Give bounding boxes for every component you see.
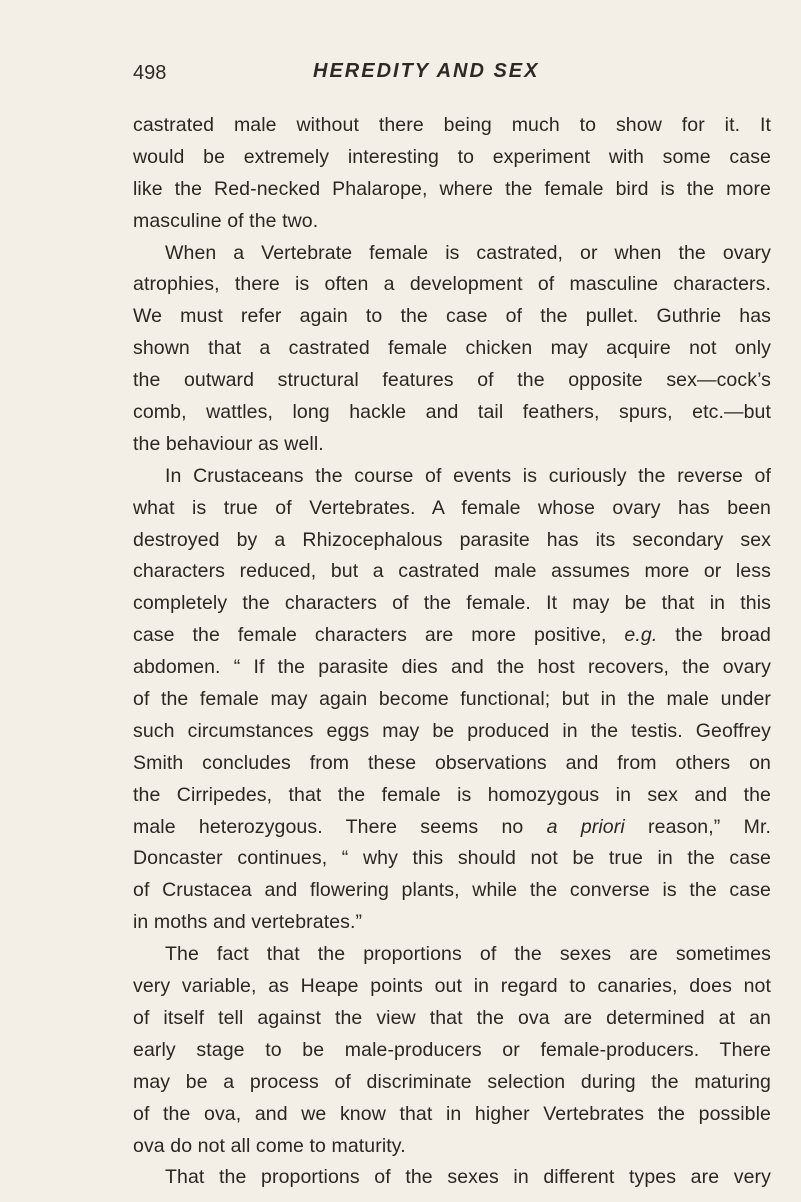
text-line-segment: case the female characters are more positive, xyxy=(133,624,625,647)
text-line: the outward structural features of the opposite sex—cock’s xyxy=(133,369,771,392)
text-line: abdomen. “ If the parasite dies and the host recovers, the ovary xyxy=(133,656,771,679)
page-number: 498 xyxy=(133,62,167,84)
text-line: The fact that the proportions of the sexes are sometimes xyxy=(165,943,771,966)
text-line: would be extremely interesting to experiment with some case xyxy=(133,145,771,168)
text-line: early stage to be male-producers or female-producers. There xyxy=(133,1038,771,1061)
text-line: may be a process of discriminate selection during the maturing xyxy=(133,1070,771,1093)
text-line: ova do not all come to maturity. xyxy=(133,1134,406,1157)
text-line: In Crustaceans the course of events is curiously the reverse of xyxy=(165,464,771,487)
text-line: We must refer again to the case of the pullet. Guthrie has xyxy=(133,305,771,328)
italic-phrase: e.g. xyxy=(624,624,658,647)
text-line: characters reduced, but a castrated male assumes more or less xyxy=(133,560,771,583)
text-line: That the proportions of the sexes in different types are very xyxy=(165,1166,771,1189)
italic-phrase: a priori xyxy=(546,815,625,838)
running-title: HEREDITY AND SEX xyxy=(313,60,540,82)
text-line xyxy=(133,620,771,652)
text-line: very variable, as Heape points out in regard to canaries, does not xyxy=(133,975,771,998)
text-line: Smith concludes from these observations and from others on xyxy=(133,751,771,774)
text-line: what is true of Vertebrates. A female whose ovary has been xyxy=(133,496,771,519)
text-line: of itself tell against the view that the ova are determined at an xyxy=(133,1006,771,1029)
text-line: shown that a castrated female chicken may acquire not only xyxy=(133,337,771,360)
text-line: in moths and vertebrates.” xyxy=(133,911,363,934)
text-line xyxy=(133,812,771,844)
text-line-segment: reason,” Mr. xyxy=(624,815,771,838)
text-line: of the female may again become functional; but in the male under xyxy=(133,688,771,711)
text-line: such circumstances eggs may be produced in the testis. Geoffrey xyxy=(133,719,771,742)
text-line: castrated male without there being much to show for it. It xyxy=(133,114,771,136)
text-line-segment: male heterozygous. There seems no xyxy=(133,815,547,838)
text-line: of Crustacea and flowering plants, while the converse is the case xyxy=(133,879,771,902)
text-line: the behaviour as well. xyxy=(133,432,324,455)
body-text xyxy=(133,110,771,1194)
running-head xyxy=(133,56,773,90)
text-line-segment: the broad xyxy=(657,624,771,647)
text-line: the Cirripedes, that the female is homozygous in sex and the xyxy=(133,783,771,806)
text-line: like the Red-necked Phalarope, where the female bird is the more xyxy=(133,177,771,200)
text-line: of the ova, and we know that in higher Vertebrates the possible xyxy=(133,1102,771,1125)
text-line: atrophies, there is often a development of masculine characters. xyxy=(133,273,771,296)
text-line: Doncaster continues, “ why this should not be true in the case xyxy=(133,847,771,870)
text-line: destroyed by a Rhizocephalous parasite has its secondary sex xyxy=(133,528,771,551)
text-line: comb, wattles, long hackle and tail feathers, spurs, etc.—but xyxy=(133,401,771,424)
text-line: masculine of the two. xyxy=(133,209,319,232)
text-line: completely the characters of the female. It may be that in this xyxy=(133,592,771,615)
text-line: When a Vertebrate female is castrated, or when the ovary xyxy=(165,241,771,264)
